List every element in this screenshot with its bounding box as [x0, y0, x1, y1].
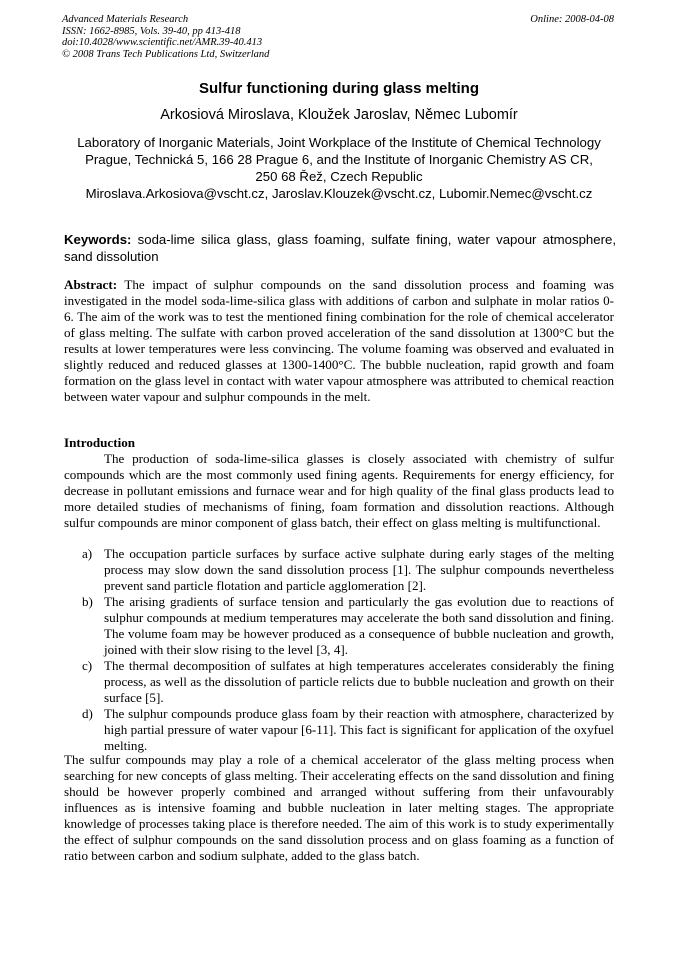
affiliation-line: 250 68 Řež, Czech Republic	[255, 169, 423, 184]
list-marker: d)	[82, 706, 93, 721]
keywords-text: soda-lime silica glass, glass foaming, sulfate fining, water vapour atmosphere, sand dissolution	[64, 232, 616, 264]
journal-name: Advanced Materials Research	[62, 14, 189, 25]
list-item	[64, 546, 614, 594]
introduction-heading: Introduction	[64, 435, 136, 450]
list-item	[64, 658, 614, 706]
issn-line: ISSN: 1662-8985, Vols. 39-40, pp 413-418	[62, 25, 241, 37]
online-date: Online: 2008-04-08	[530, 14, 614, 25]
abstract	[64, 277, 614, 405]
list-marker: b)	[82, 594, 93, 609]
list-item-text: The occupation particle surfaces by surface active sulphate during early stages of the melting process may slow down the sand dissolution process [1]. The sulphur compounds nevertheless prevent sand particle flotation and particle agglomeration [2].	[104, 546, 614, 593]
doi-line: doi:10.4028/www.scientific.net/AMR.39-40.413	[62, 37, 263, 49]
introduction-closing-paragraph: The sulfur compounds may play a role of a chemical accelerator of the glass melting process when searching for new concepts of glass melting. Their accelerating effects on the sand dissolution and fining should be however properly combined and arranged without suffering from their unfavourably influences as is intensive foaming and bubble nucleation in later melting stages. The appropriate knowledge of processes taking place is therefore needed. The aim of this work is to study experimentally the effect of sulphur compounds on the sand dissolution process and on glass foaming as a function of ratio between carbon and sodium sulphate, added to the glass batch.	[64, 752, 614, 863]
introduction-paragraph: The production of soda-lime-silica glasses is closely associated with chemistry of sulfur compounds which are the most commonly used fining agents. Requirements for energy efficiency, for decrease in pollutant emissions and furnace wear and for high quality of the final glass products lead to more detailed studies of mechanisms of fining, foam formation and dissolution reactions. Although sulfur compounds are minor component of glass batch, their effect on glass melting is multifunctional.	[64, 451, 614, 530]
list-item-text: The thermal decomposition of sulfates at high temperatures accelerates considerably the fining process, as well as the dissolution of particle relicts due to bubble nucleation and growth on their surface [5].	[104, 658, 614, 705]
list-item	[64, 594, 614, 658]
copyright-line: © 2008 Trans Tech Publications Ltd, Switzerland	[62, 48, 270, 60]
introduction-list	[64, 546, 614, 754]
list-item-text: The sulphur compounds produce glass foam by their reaction with atmosphere, characterized by high partial pressure of water vapour [6-11]. This fact is significant for application of the oxyfuel melting.	[104, 706, 614, 753]
author-emails: Miroslava.Arkosiova@vscht.cz, Jaroslav.Klouzek@vscht.cz, Lubomir.Nemec@vscht.cz	[85, 186, 593, 201]
abstract-text: The impact of sulphur compounds on the sand dissolution process and foaming was investigated in the model soda-lime-silica glass with additions of carbon and sulphate in molar ratios 0-6. The aim of the work was to test the mentioned fining combination for the role of chemical accelerator of glass melting. The sulfate with carbon proved acceleration of the sand dissolution at 1300°C but the results at lower temperatures were less convincing. The volume foaming was observed and evaluated in slightly reduced and reduced glasses at 1300-1400°C. The bubble nucleation, rapid growth and foam formation on the glass level in contact with water vapour atmosphere was attributed to chemical reaction between water vapour and sulphur compounds in the melt.	[64, 277, 614, 404]
list-item	[64, 706, 614, 754]
affiliation-line: Prague, Technická 5, 166 28 Prague 6, and the Institute of Inorganic Chemistry AS CR,	[85, 152, 593, 167]
affiliation-line: Laboratory of Inorganic Materials, Joint Workplace of the Institute of Chemical Technology	[77, 135, 601, 150]
paper-title: Sulfur functioning during glass melting	[199, 80, 479, 97]
authors: Arkosiová Miroslava, Kloužek Jaroslav, Němec Lubomír	[160, 107, 518, 123]
list-marker: c)	[82, 658, 93, 673]
list-item-text: The arising gradients of surface tension and particularly the gas evolution due to reactions of sulphur compounds at medium temperatures may accelerate the both sand dissolution and fining. The volume foam may be however produced as a consequence of bubble nucleation and growth, joined with their slow rising to the level [3, 4].	[104, 594, 614, 657]
list-marker: a)	[82, 546, 93, 561]
abstract-label: Abstract:	[64, 277, 118, 292]
journal-header	[62, 14, 269, 60]
affiliation	[40, 134, 638, 202]
keywords	[64, 232, 616, 265]
keywords-label: Keywords:	[64, 232, 132, 247]
